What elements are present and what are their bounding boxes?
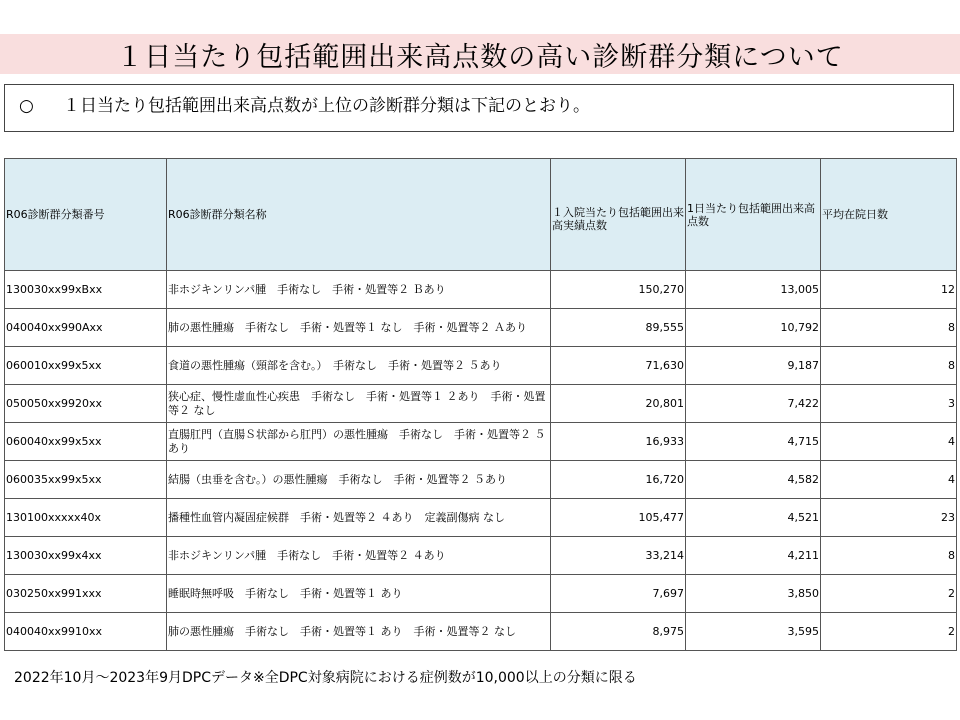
header-code: R06診断群分類番号	[5, 159, 167, 271]
cell-points-per-day: 13,005	[686, 271, 821, 309]
cell-name: 狭心症、慢性虚血性心疾患 手術なし 手術・処置等１ ２あり 手術・処置等２ なし	[167, 385, 551, 423]
cell-code: 030250xx991xxx	[5, 575, 167, 613]
cell-points-per-admission: 71,630	[551, 347, 686, 385]
header-points-per-admission: １入院当たり包括範囲出来高実績点数	[551, 159, 686, 271]
header-avg-stay: 平均在院日数	[821, 159, 957, 271]
table-row	[5, 575, 957, 613]
cell-code: 040040xx990Axx	[5, 309, 167, 347]
cell-avg-stay: 8	[821, 347, 957, 385]
cell-points-per-admission: 150,270	[551, 271, 686, 309]
cell-avg-stay: 12	[821, 271, 957, 309]
cell-points-per-admission: 8,975	[551, 613, 686, 651]
cell-name: 肺の悪性腫瘍 手術なし 手術・処置等１ なし 手術・処置等２ Ａあり	[167, 309, 551, 347]
cell-name: 非ホジキンリンパ腫 手術なし 手術・処置等２ Ｂあり	[167, 271, 551, 309]
cell-points-per-day: 3,595	[686, 613, 821, 651]
cell-name: 食道の悪性腫瘍（頸部を含む。） 手術なし 手術・処置等２ ５あり	[167, 347, 551, 385]
table-row	[5, 309, 957, 347]
table-row	[5, 347, 957, 385]
table-row	[5, 423, 957, 461]
cell-code: 060010xx99x5xx	[5, 347, 167, 385]
cell-name: 播種性血管内凝固症候群 手術・処置等２ ４あり 定義副傷病 なし	[167, 499, 551, 537]
cell-avg-stay: 2	[821, 575, 957, 613]
cell-points-per-day: 4,521	[686, 499, 821, 537]
cell-avg-stay: 4	[821, 461, 957, 499]
cell-points-per-admission: 7,697	[551, 575, 686, 613]
title-banner	[0, 34, 960, 74]
cell-points-per-admission: 105,477	[551, 499, 686, 537]
cell-code: 040040xx9910xx	[5, 613, 167, 651]
intro-text: １日当たり包括範囲出来高点数が上位の診断群分類は下記のとおり。	[63, 96, 590, 116]
cell-points-per-admission: 33,214	[551, 537, 686, 575]
header-points-per-day: 1日当たり包括範囲出来高点数	[686, 159, 821, 271]
cell-code: 130030xx99x4xx	[5, 537, 167, 575]
cell-avg-stay: 23	[821, 499, 957, 537]
table-row	[5, 537, 957, 575]
cell-points-per-day: 3,850	[686, 575, 821, 613]
dpc-table	[4, 158, 957, 651]
table-row	[5, 271, 957, 309]
cell-name: 結腸（虫垂を含む。）の悪性腫瘍 手術なし 手術・処置等２ ５あり	[167, 461, 551, 499]
bullet-icon: ○	[19, 96, 34, 116]
table-row	[5, 385, 957, 423]
cell-points-per-day: 4,211	[686, 537, 821, 575]
cell-points-per-day: 10,792	[686, 309, 821, 347]
cell-name: 直腸肛門（直腸Ｓ状部から肛門）の悪性腫瘍 手術なし 手術・処置等２ ５あり	[167, 423, 551, 461]
cell-avg-stay: 2	[821, 613, 957, 651]
cell-avg-stay: 3	[821, 385, 957, 423]
cell-avg-stay: 8	[821, 309, 957, 347]
footnote: 2022年10月～2023年9月DPCデータ※全DPC対象病院における症例数が10,000以上の分類に限る	[14, 670, 637, 686]
cell-avg-stay: 8	[821, 537, 957, 575]
table-row	[5, 613, 957, 651]
cell-points-per-day: 4,715	[686, 423, 821, 461]
cell-code: 130030xx99xBxx	[5, 271, 167, 309]
cell-points-per-admission: 16,720	[551, 461, 686, 499]
cell-code: 060035xx99x5xx	[5, 461, 167, 499]
table-row	[5, 499, 957, 537]
header-name: R06診断群分類名称	[167, 159, 551, 271]
cell-code: 050050xx9920xx	[5, 385, 167, 423]
cell-points-per-day: 9,187	[686, 347, 821, 385]
table-row	[5, 461, 957, 499]
cell-code: 060040xx99x5xx	[5, 423, 167, 461]
cell-name: 肺の悪性腫瘍 手術なし 手術・処置等１ あり 手術・処置等２ なし	[167, 613, 551, 651]
page-title: １日当たり包括範囲出来高点数の高い診断群分類について	[116, 41, 844, 73]
cell-avg-stay: 4	[821, 423, 957, 461]
cell-points-per-day: 4,582	[686, 461, 821, 499]
table-header-row	[5, 159, 957, 271]
cell-points-per-day: 7,422	[686, 385, 821, 423]
cell-points-per-admission: 89,555	[551, 309, 686, 347]
cell-code: 130100xxxxx40x	[5, 499, 167, 537]
cell-name: 非ホジキンリンパ腫 手術なし 手術・処置等２ ４あり	[167, 537, 551, 575]
cell-points-per-admission: 20,801	[551, 385, 686, 423]
intro-box	[4, 84, 954, 132]
cell-points-per-admission: 16,933	[551, 423, 686, 461]
cell-name: 睡眠時無呼吸 手術なし 手術・処置等１ あり	[167, 575, 551, 613]
